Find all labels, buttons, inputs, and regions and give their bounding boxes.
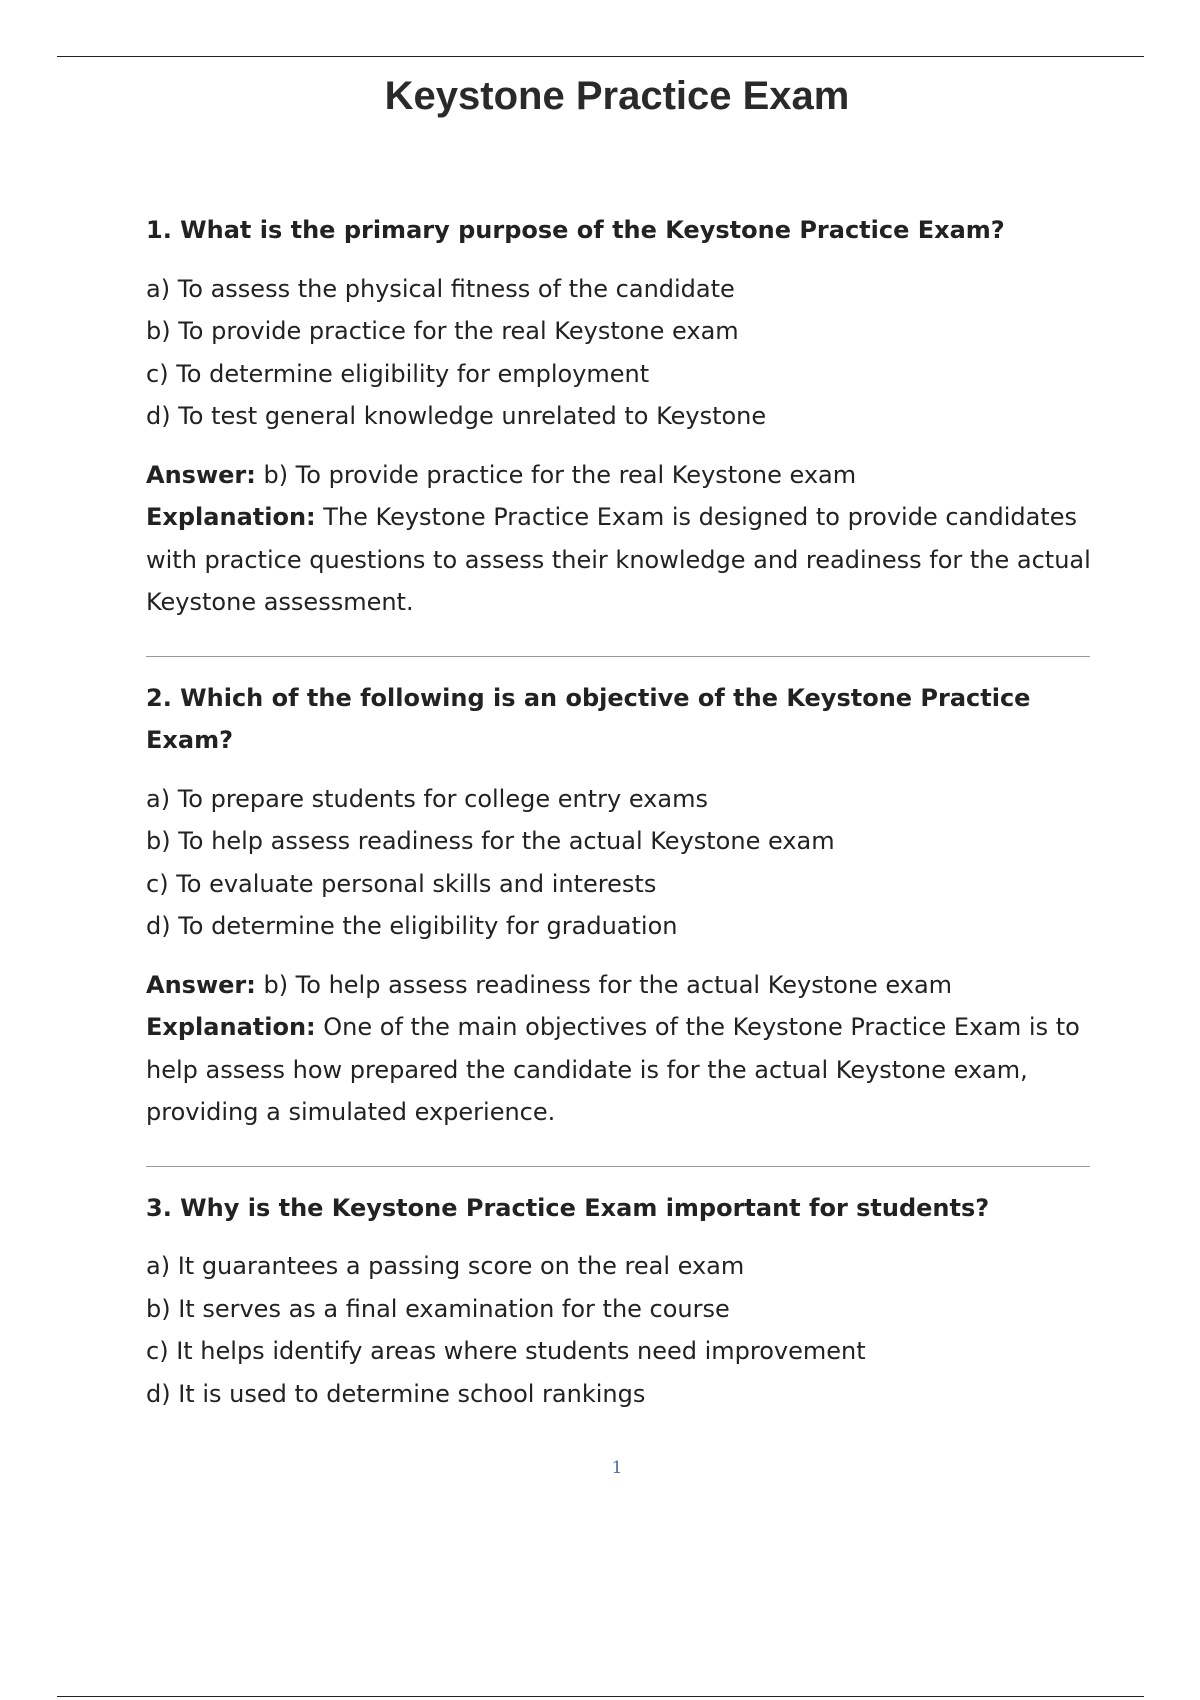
answer-block — [146, 454, 1096, 624]
explanation-text: One of the main objectives of the Keystone Practice Exam is to help assess how prepared the candidate is for the actual Keystone exam, providing a simulated experience. — [146, 1013, 1080, 1126]
answer-label: Answer: — [146, 970, 256, 999]
bottom-rule — [57, 1696, 1144, 1697]
option-item: d) To test general knowledge unrelated to Keystone — [146, 402, 767, 430]
section-divider — [146, 1166, 1090, 1167]
question-text: 1. What is the primary purpose of the Keystone Practice Exam? — [146, 216, 1005, 244]
question-text: 2. Which of the following is an objective of the Keystone Practice Exam? — [146, 683, 1031, 754]
option-item: a) It guarantees a passing score on the real exam — [146, 1252, 745, 1280]
options-list — [146, 268, 1096, 438]
section-divider — [146, 656, 1090, 657]
option-item: c) It helps identify areas where students need improvement — [146, 1337, 866, 1365]
option-item: b) To provide practice for the real Keystone exam — [146, 317, 739, 345]
answer-text: b) To help assess readiness for the actual Keystone exam — [255, 970, 953, 999]
answer-label: Answer: — [146, 460, 256, 489]
explanation-label: Explanation: — [146, 503, 316, 531]
answer-line — [146, 964, 1096, 1007]
explanation-line — [146, 496, 1096, 624]
option-item: b) It serves as a final examination for the course — [146, 1294, 730, 1323]
exam-content — [146, 209, 1096, 1415]
answer-line — [146, 454, 1096, 497]
page-number: 1 — [611, 1458, 623, 1478]
option-item: b) To help assess readiness for the actual Keystone exam — [146, 827, 835, 855]
explanation-text: The Keystone Practice Exam is designed to provide candidates with practice questions to assess their knowledge and readiness for the actual Keystone assessment. — [146, 503, 1091, 616]
top-rule — [57, 56, 1144, 57]
option-item: a) To assess the physical fitness of the candidate — [146, 274, 735, 303]
option-item: d) To determine the eligibility for graduation — [146, 912, 678, 940]
options-list — [146, 1245, 1096, 1415]
question-block-2 — [146, 677, 1096, 1134]
option-item: d) It is used to determine school rankings — [146, 1379, 646, 1408]
explanation-line — [146, 1006, 1096, 1134]
options-list — [146, 778, 1096, 948]
question-block-3 — [146, 1187, 1096, 1416]
option-item: c) To determine eligibility for employment — [146, 359, 650, 388]
option-item: a) To prepare students for college entry exams — [146, 784, 708, 813]
answer-text: b) To provide practice for the real Keystone exam — [255, 460, 857, 489]
explanation-label: Explanation: — [146, 1013, 316, 1041]
question-text: 3. Why is the Keystone Practice Exam important for students? — [146, 1193, 990, 1222]
page-title: Keystone Practice Exam — [384, 74, 850, 118]
answer-block — [146, 964, 1096, 1134]
option-item: c) To evaluate personal skills and interests — [146, 869, 657, 898]
question-block-1 — [146, 209, 1096, 624]
